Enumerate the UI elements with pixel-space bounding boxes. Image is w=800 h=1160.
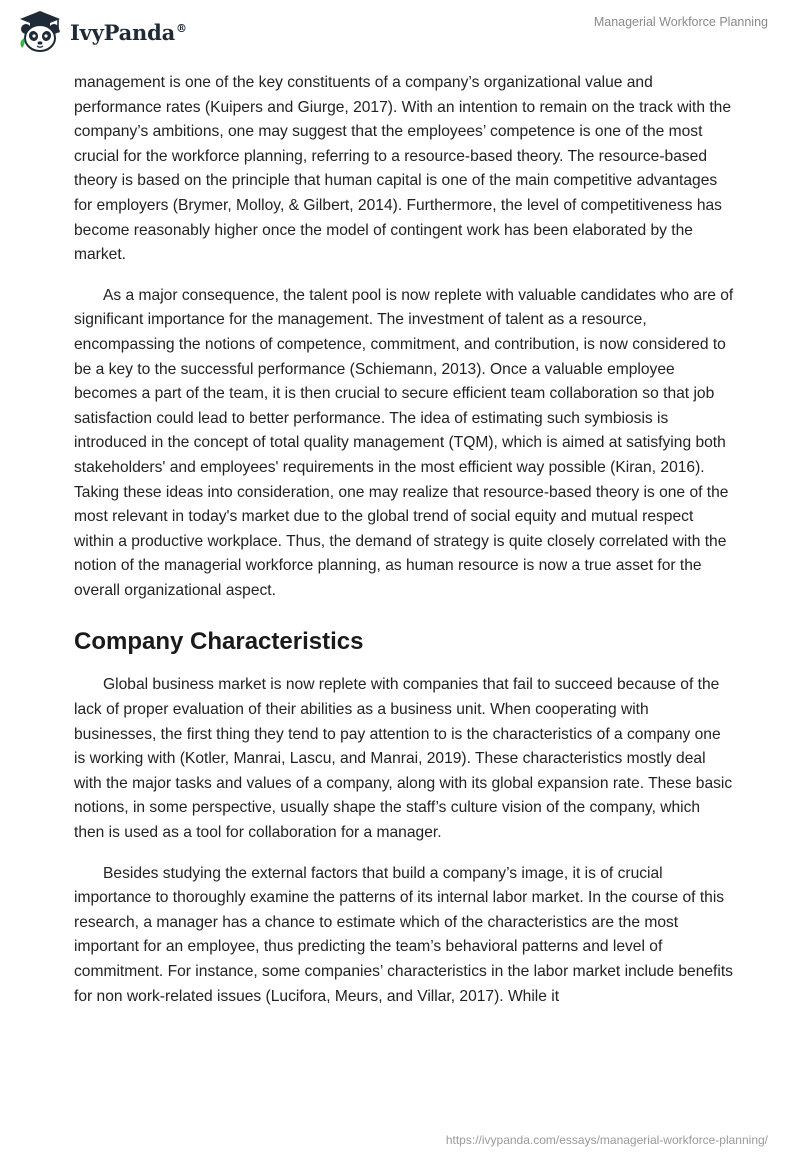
panda-logo-icon [16, 8, 64, 56]
paragraph-1: management is one of the key constituents of a company’s organizational value and performance rates (Kuipers and Giurge, 2017). With an intention to remain on the track with the company’s ambitions, one may suggest that the employees’ competence is one of the most crucial for the workforce planning, referring to a resource-based theory. The resource-based theory is based on the principle that human capital is one of the main competitive advantages for employers (Brymer, Molloy, & Gilbert, 2014). Furthermore, the level of competitiveness has become reasonably higher once the model of contingent work has been elaborated by the market. [74, 74, 732, 264]
paragraph-4: Besides studying the external factors that build a company’s image, it is of crucial importance to thoroughly examine the patterns of its internal labor market. In the course of this research, a manager has a chance to estimate which of the characteristics are the most important for an employee, thus predicting the team’s behavioral patterns and level of commitment. For instance, some companies’ characteristics in the labor market include benefits for non work-related issues (Lucifora, Meurs, and Villar, 2017). While it [74, 864, 733, 1005]
article-body [74, 71, 734, 1025]
ivypanda-logo[interactable] [16, 8, 187, 56]
paragraph-2: As a major consequence, the talent pool is now replete with valuable candidates who are of significant importance for the management. The investment of talent as a resource, encompassing the notions of competence, commitment, and contribution, is now considered to be a key to the successful performance (Schiemann, 2013). Once a valuable employee becomes a part of the team, it is then crucial to secure efficient team collaboration so that job satisfaction could lead to better performance. The idea of estimating such symbiosis is introduced in the concept of total quality management (TQM), which is aimed at satisfying both stakeholders' and employees' requirements in the most efficient way possible (Kiran, 2016). Taking these ideas into consideration, one may realize that resource-based theory is one of the most relevant in today's market due to the global trend of social equity and mutual respect within a productive workplace. Thus, the demand of strategy is quite closely correlated with the notion of the managerial workforce planning, as human resource is now a true asset for the overall organizational aspect. [74, 286, 734, 599]
section-heading: Company Characteristics [74, 628, 364, 656]
paragraph-3: Global business market is now replete with companies that fail to succeed because of the lack of proper evaluation of their abilities as a business unit. When cooperating with businesses, the first thing they tend to pay attention to is the characteristics of a company one is working with (Kotler, Manrai, Lascu, and Manrai, 2019). These characteristics mostly deal with the major tasks and values of a company, along with its global expansion rate. These basic notions, in some perspective, usually shape the staff’s culture vision of the company, which then is used as a tool for collaboration for a manager. [74, 676, 733, 842]
source-url[interactable]: https://ivypanda.com/essays/managerial-workforce-planning/ [445, 1133, 768, 1147]
document-title: Managerial Workforce Planning [593, 15, 768, 29]
brand-name: IvyPanda® [70, 19, 187, 45]
page-header [0, 0, 800, 66]
registered-mark: ® [176, 21, 187, 35]
